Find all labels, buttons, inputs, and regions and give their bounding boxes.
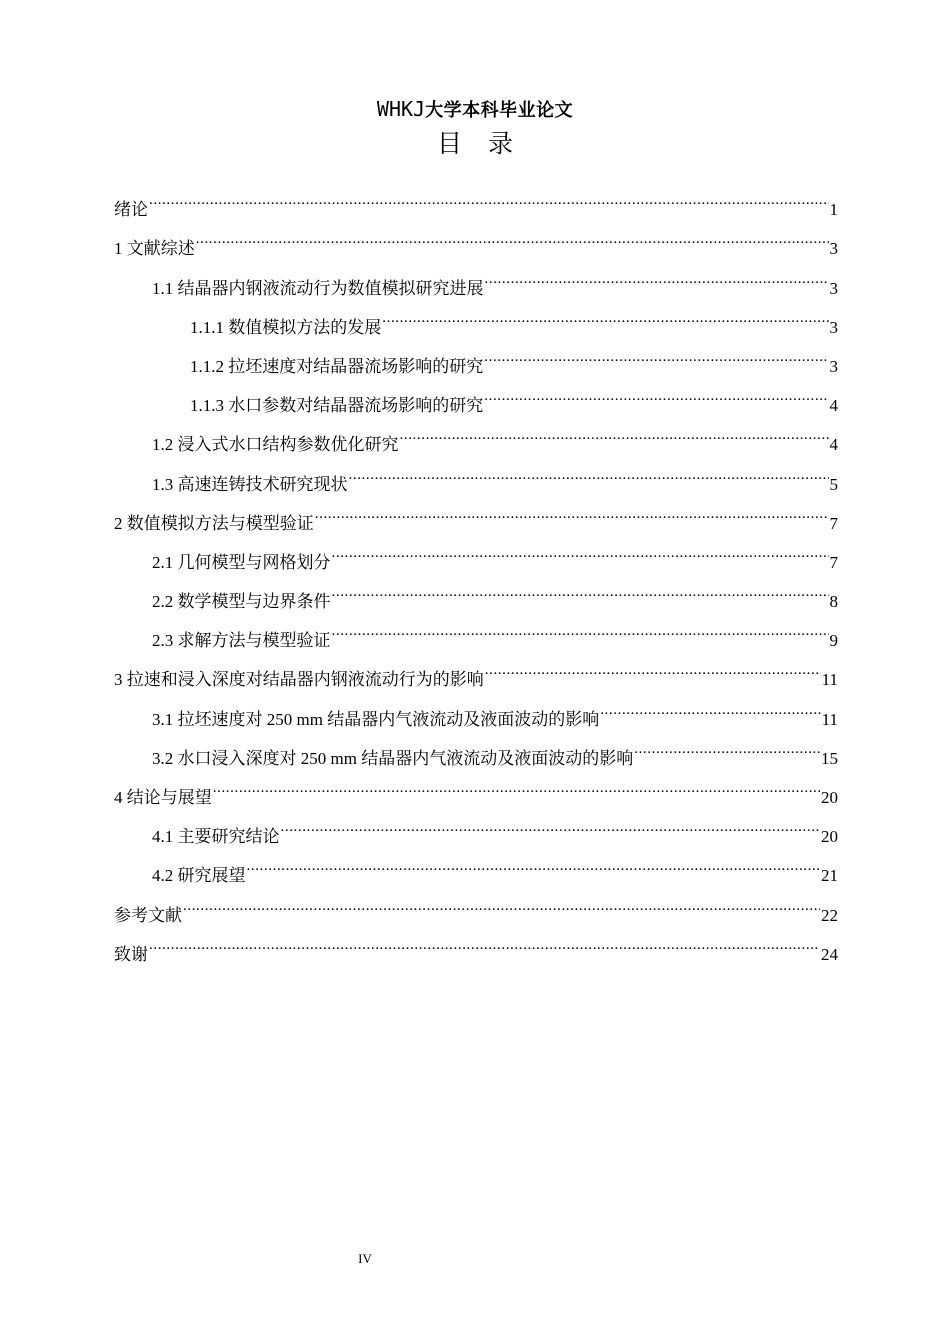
toc-entry-label: 4.2 研究展望 [152,866,246,886]
toc-entry[interactable] [114,803,838,847]
toc-entry-label: 绪论 [114,200,148,220]
toc-dot-leader [183,881,820,920]
toc-dot-leader [149,176,829,215]
toc-entry-page: 11 [821,709,838,729]
toc-entry-page: 3 [829,356,838,376]
toc-entry-label: 4 结论与展望 [114,788,212,807]
toc-entry-page: 15 [821,748,838,768]
toc-entry-page: 4 [829,435,838,455]
toc-entry-page: 22 [821,905,838,925]
toc-entry-label: 1.1.1 数值模拟方法的发展 [190,317,382,337]
toc-entry-label: 3 拉速和浸入深度对结晶器内钢液流动行为的影响 [114,670,484,690]
toc-dot-leader [332,529,829,568]
toc-dot-leader [400,411,829,450]
toc-dot-leader [349,450,829,489]
toc-entry-page: 20 [821,827,838,847]
toc-dot-leader [247,842,821,881]
toc-dot-leader [485,254,829,293]
toc-entry-page: 21 [821,866,838,886]
toc-entry-label: 4.1 主要研究结论 [152,827,280,847]
toc-dot-leader [485,646,821,685]
toc-dot-leader [382,294,828,333]
table-of-contents [114,176,838,964]
toc-dot-leader [149,921,820,960]
toc-entry-label: 致谢 [114,944,148,964]
toc-entry-page: 24 [821,944,838,964]
page-footer [330,1251,400,1267]
toc-entry-page: 1 [829,200,838,220]
toc-entry-label: 2.2 数学模型与边界条件 [152,592,331,612]
toc-entry-label: 1 文献综述 [114,239,195,259]
toc-entry-label: 2.3 求解方法与模型验证 [152,631,331,651]
toc-dot-leader [332,607,829,646]
toc-dot-leader [634,725,820,764]
toc-entry[interactable] [114,921,838,964]
toc-entry-page: 9 [829,631,838,651]
toc-dot-leader [484,333,828,372]
toc-entry[interactable] [114,215,838,259]
toc-entry-label: 1.2 浸入式水口结构参数优化研究 [152,435,399,455]
toc-entry-label: 3.1 拉坯速度对 250 mm 结晶器内气液流动及液面波动的影响 [152,709,600,729]
toc-entry-page: 5 [829,474,838,494]
toc-dot-leader [281,803,821,842]
toc-entry-page: 7 [829,513,838,533]
toc-entry-page: 3 [829,239,838,259]
toc-entry-label: 1.1.3 水口参数对结晶器流场影响的研究 [190,396,484,416]
page-header [0,96,950,122]
toc-entry-page: 3 [829,278,838,298]
toc-dot-leader [213,764,820,803]
toc-entry-label: 1.3 高速连铸技术研究现状 [152,474,348,494]
toc-entry-page: 4 [829,396,838,416]
toc-entry-label: 1.1.2 拉坯速度对结晶器流场影响的研究 [190,356,484,376]
toc-dot-leader [484,372,828,411]
toc-entry-label: 2.1 几何模型与网格划分 [152,552,331,572]
toc-entry-label: 参考文献 [114,905,182,925]
header-title: 大学本科毕业论文 [425,100,574,121]
toc-entry[interactable] [114,764,838,807]
toc-entry-page: 3 [829,317,838,337]
toc-title: 目录 [436,129,539,158]
toc-dot-leader [315,490,829,529]
toc-entry-page: 8 [829,592,838,612]
header-brand: WHKJ [376,97,426,121]
toc-entry-page: 11 [821,670,838,690]
toc-entry[interactable] [114,176,838,220]
toc-dot-leader [600,685,820,724]
toc-dot-leader [196,215,829,254]
toc-entry[interactable] [114,881,838,925]
toc-entry-label: 1.1 结晶器内钢液流动行为数值模拟研究进展 [152,278,484,298]
toc-entry[interactable] [114,254,838,298]
toc-entry-label: 3.2 水口浸入深度对 250 mm 结晶器内气液流动及液面波动的影响 [152,748,634,768]
page-number: IV [358,1251,372,1266]
toc-dot-leader [332,568,829,607]
toc-entry-page: 7 [829,552,838,572]
toc-entry-label: 2 数值模拟方法与模型验证 [114,513,314,533]
toc-entry-page: 20 [821,788,838,807]
